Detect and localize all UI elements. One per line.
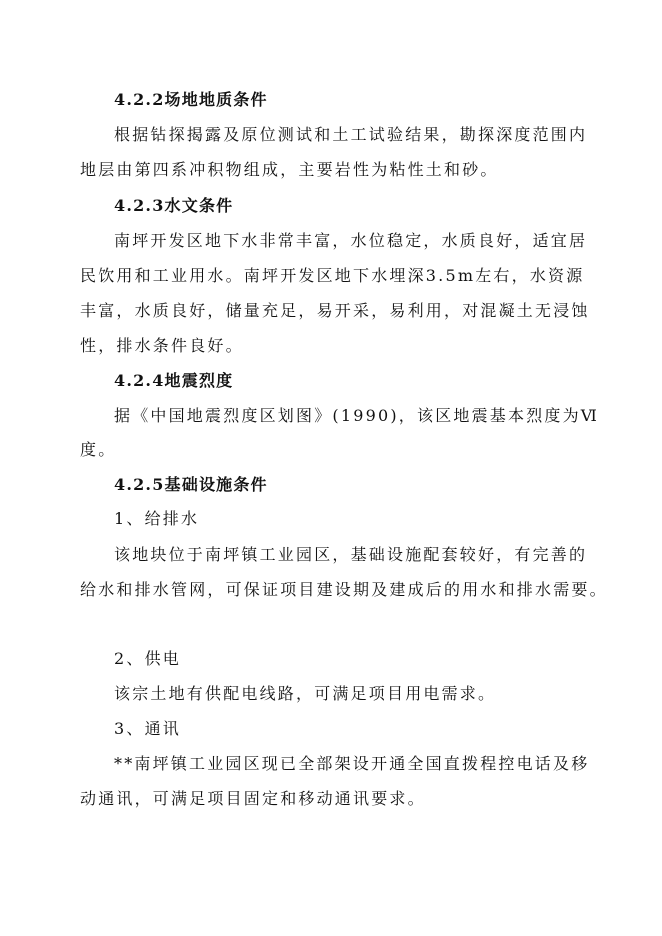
- paragraph-line: **南坪镇工业园区现已全部架设开通全国直拨程控电话及移: [114, 754, 590, 773]
- paragraph-line: 给水和排水管网，可保证项目建设期及建成后的用水和排水需要。: [80, 580, 608, 599]
- item-label-telecom: 3、通讯: [114, 719, 181, 738]
- paragraph-line: 该宗土地有供配电线路，可满足项目用电需求。: [114, 684, 497, 703]
- paragraph-line: 度。: [80, 440, 117, 459]
- section-heading-4-2-4: 4.2.4地震烈度: [114, 371, 234, 390]
- section-heading-4-2-3: 4.2.3水文条件: [114, 196, 234, 215]
- paragraph-line: 民饮用和工业用水。南坪开发区地下水埋深3.5m左右，水资源: [80, 266, 585, 285]
- paragraph-line: 南坪开发区地下水非常丰富，水位稳定，水质良好，适宜居: [114, 231, 588, 250]
- item-label-power: 2、供电: [114, 649, 181, 668]
- section-heading-4-2-2: 4.2.2场地地质条件: [114, 90, 268, 109]
- paragraph-line: 动通讯，可满足项目固定和移动通讯要求。: [80, 789, 426, 808]
- paragraph-line: 据《中国地震烈度区划图》(1990)，该区地震基本烈度为Ⅵ: [114, 406, 600, 425]
- paragraph-line: 性，排水条件良好。: [80, 336, 244, 355]
- paragraph-line: 根据钻探揭露及原位测试和土工试验结果，勘探深度范围内: [114, 125, 588, 144]
- section-heading-4-2-5: 4.2.5基础设施条件: [114, 475, 268, 494]
- item-label-water: 1、给排水: [114, 509, 200, 528]
- paragraph-line: 地层由第四系冲积物组成，主要岩性为粘性土和砂。: [80, 160, 499, 179]
- paragraph-line: 该地块位于南坪镇工业园区，基础设施配套较好，有完善的: [114, 545, 588, 564]
- paragraph-line: 丰富，水质良好，储量充足，易开采，易利用，对混凝土无浸蚀: [80, 301, 590, 320]
